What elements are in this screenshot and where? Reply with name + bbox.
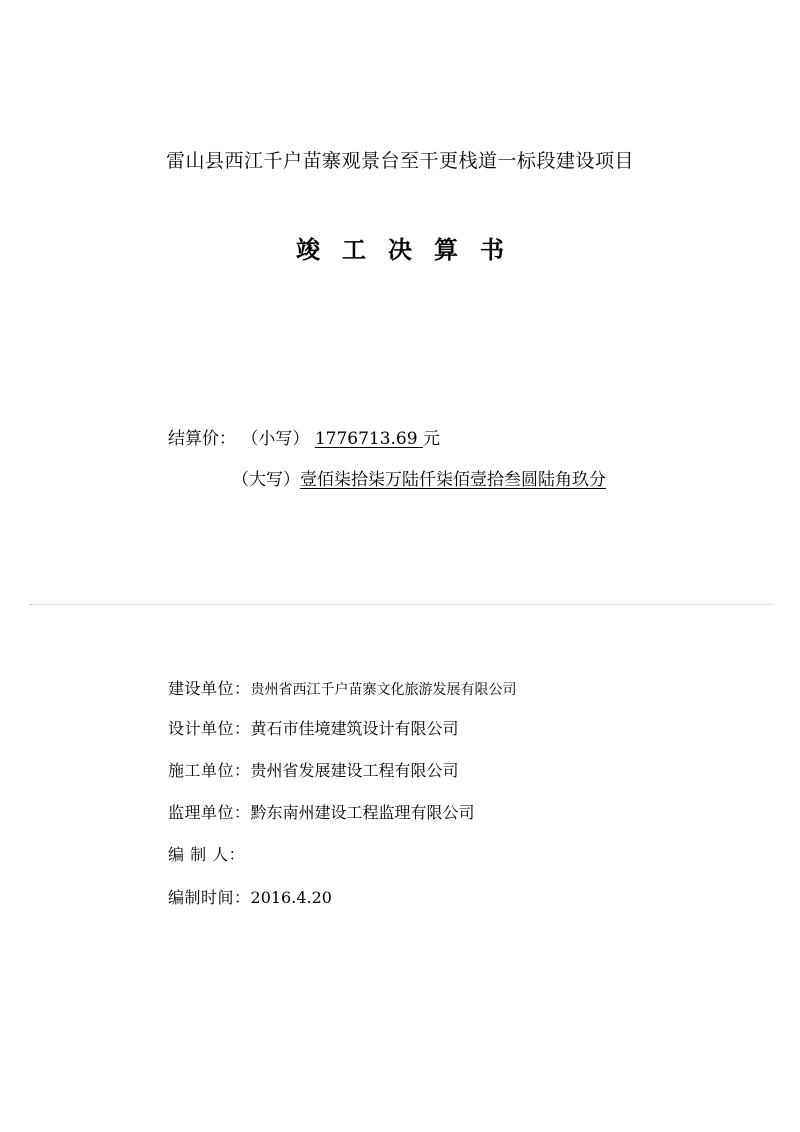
designer-value: 黄石市佳境建筑设计有限公司 (250, 719, 459, 738)
lower-case-amount-value: 1776713.69 (314, 429, 418, 449)
designer-label: 设计单位： (168, 719, 251, 738)
date-row (168, 885, 332, 908)
contractor-row (168, 758, 459, 781)
date-label: 编制时间： (168, 888, 251, 907)
settlement-price-label: 结算价： (168, 429, 236, 449)
builder-row (168, 676, 517, 699)
builder-label: 建设单位： (168, 679, 251, 698)
document-title: 竣工决算书 (296, 235, 526, 264)
project-title: 雷山县西江千户苗寨观景台至干更栈道一标段建设项目 (165, 150, 634, 172)
lower-case-amount (315, 429, 423, 449)
supervisor-value: 黔东南州建设工程监理有限公司 (250, 803, 475, 822)
supervisor-label: 监理单位： (168, 803, 251, 822)
compiler-label: 编 制 人： (168, 845, 246, 864)
builder-value: 贵州省西江千户苗寨文化旅游发展有限公司 (250, 682, 517, 698)
compiler-row (168, 842, 245, 865)
supervisor-row (168, 800, 475, 823)
settlement-price-upper-row (232, 465, 606, 490)
settlement-price-lower-row (168, 424, 440, 449)
lower-case-unit: 元 (422, 429, 440, 449)
contractor-value: 贵州省发展建设工程有限公司 (250, 761, 459, 780)
upper-case-amount: 壹佰柒拾柒万陆仟柒佰壹拾叁圆陆角玖分 (300, 470, 606, 490)
lower-case-prefix: （小写） (241, 429, 310, 449)
section-divider (30, 604, 772, 605)
designer-row (168, 716, 459, 739)
date-value: 2016.4.20 (250, 888, 332, 907)
contractor-label: 施工单位： (168, 761, 251, 780)
upper-case-prefix: （大写） (232, 470, 300, 490)
